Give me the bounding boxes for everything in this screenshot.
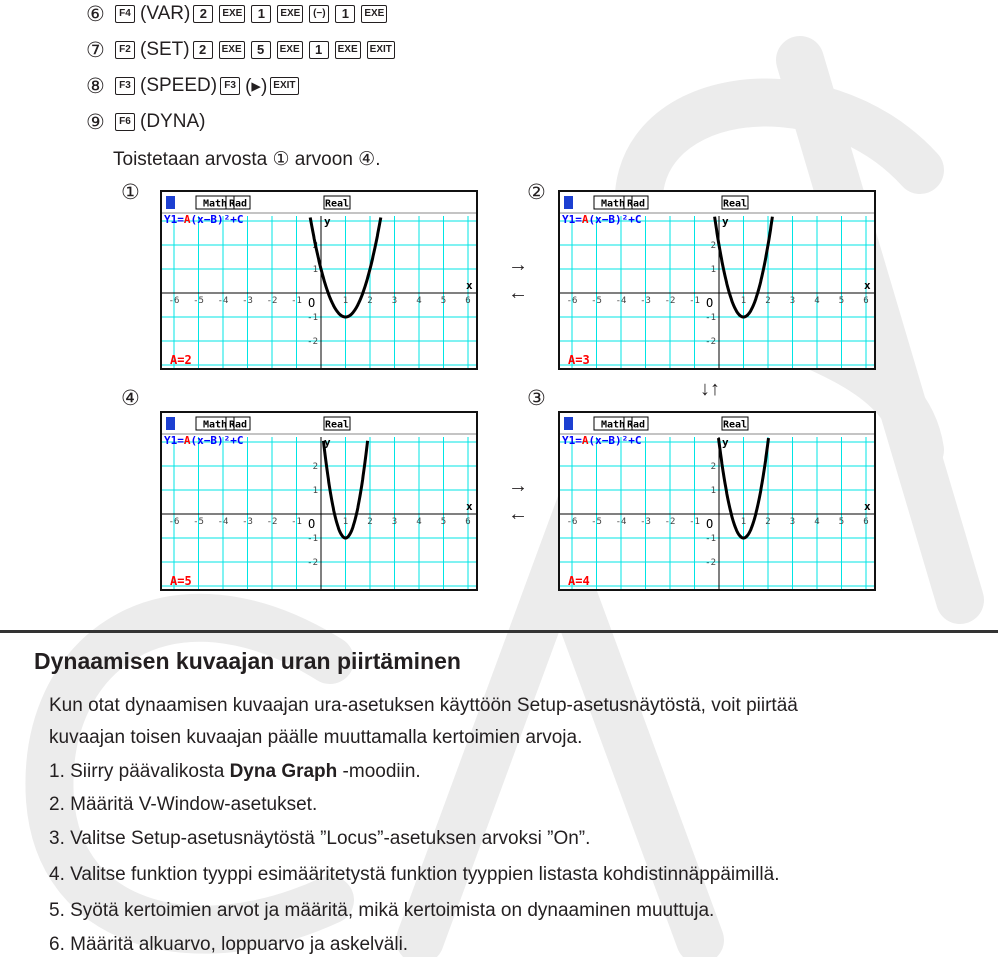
x-tick-label: 3: [789, 296, 796, 306]
screen-label: ②: [527, 181, 546, 204]
y-tick-label: -1: [307, 313, 318, 323]
y-axis-label: y: [722, 436, 729, 449]
status-text: Math: [600, 198, 626, 210]
x-tick-label: -5: [591, 517, 602, 527]
status-text: Rad: [228, 419, 248, 431]
x-axis-label: x: [466, 500, 473, 513]
step-number: ⑦: [86, 38, 105, 62]
key-f3-icon: F3: [220, 77, 240, 95]
intro-line: kuvaajan toisen kuvaajan päälle muuttamalla kertoimien arvoja.: [49, 727, 583, 748]
y-axis-label: y: [324, 436, 331, 449]
x-tick-label: -5: [591, 296, 602, 306]
key-label: (SET): [140, 39, 190, 60]
status-text: Rad: [626, 419, 646, 431]
key-f3-icon: F3: [115, 77, 135, 95]
y-tick-label: -1: [705, 313, 716, 323]
x-tick-label: -4: [615, 517, 627, 527]
graph-formula: Y1=A(x−B)²+C: [562, 434, 642, 447]
y-axis-label: y: [722, 215, 729, 228]
intro-line: Kun otat dynaamisen kuvaajan ura-asetuksen käyttöön Setup-asetusnäytöstä, voit piirtää: [49, 695, 798, 716]
y-tick-label: -2: [705, 558, 716, 568]
x-tick-label: -6: [566, 296, 578, 306]
arrow-right: →: [508, 254, 528, 276]
list-item: [49, 761, 421, 783]
key-exe-icon: EXE: [219, 5, 245, 23]
x-tick-label: -1: [291, 517, 302, 527]
x-tick-label: 6: [863, 517, 869, 527]
status-text: Real: [324, 419, 350, 431]
calculator-screen: [558, 411, 876, 591]
key-label: (▸): [245, 75, 268, 97]
step-number: ⑧: [86, 74, 105, 98]
x-tick-label: 3: [391, 517, 398, 527]
y-tick-label: 2: [710, 241, 716, 251]
key-exit-icon: EXIT: [270, 77, 298, 95]
x-tick-label: -6: [168, 296, 180, 306]
arrow-left: ←: [508, 503, 528, 525]
x-tick-label: -2: [266, 296, 278, 306]
key-exe-icon: EXE: [277, 41, 303, 59]
screen-label: ③: [527, 387, 546, 410]
key-exe-icon: EXE: [277, 5, 303, 23]
x-tick-label: 3: [789, 517, 796, 527]
y-tick-label: -2: [307, 337, 318, 347]
key-1-icon: 1: [335, 5, 355, 23]
x-tick-label: 1: [342, 517, 349, 527]
x-axis-label: x: [864, 279, 871, 292]
battery-icon: [166, 196, 175, 209]
variable-value: A=3: [568, 353, 590, 367]
list-item: 2. Määritä V-Window-asetukset.: [49, 794, 318, 815]
key-1-icon: 1: [309, 41, 329, 59]
y-tick-label: 1: [312, 486, 318, 496]
arrow-left: ←: [508, 282, 528, 304]
x-tick-label: 1: [740, 517, 747, 527]
x-tick-label: 2: [367, 296, 373, 306]
key-2-icon: 2: [193, 41, 213, 59]
status-text: Real: [722, 198, 748, 210]
battery-icon: [166, 417, 175, 430]
key-label: (VAR): [140, 3, 191, 24]
mode-name: Dyna Graph: [229, 761, 338, 782]
y-tick-label: -2: [307, 558, 318, 568]
x-tick-label: -4: [615, 296, 627, 306]
y-axis-label: y: [324, 215, 331, 228]
y-tick-label: -1: [705, 534, 716, 544]
origin-label: O: [706, 296, 714, 310]
key-step: [86, 36, 400, 64]
x-axis-label: x: [466, 279, 473, 292]
list-item: 6. Määritä alkuarvo, loppuarvo ja askelväli.: [49, 934, 409, 955]
y-tick-label: 1: [312, 265, 318, 275]
x-tick-label: -3: [242, 296, 253, 306]
x-tick-label: -1: [689, 296, 700, 306]
x-tick-label: 5: [838, 517, 845, 527]
arrow-right: →: [508, 475, 528, 497]
key-f2-icon: F2: [115, 41, 135, 59]
step-number: ⑥: [86, 2, 105, 26]
x-tick-label: 4: [814, 517, 820, 527]
screen-label: ①: [121, 181, 140, 204]
variable-value: A=4: [568, 574, 590, 588]
screen-label: ④: [121, 387, 140, 410]
x-tick-label: 6: [465, 296, 471, 306]
graph-formula: Y1=A(x−B)²+C: [164, 213, 244, 226]
status-text: Real: [324, 198, 350, 210]
y-tick-label: 1: [710, 486, 716, 496]
x-tick-label: 5: [440, 296, 447, 306]
list-item: 3. Valitse Setup-asetusnäytöstä ”Locus”-asetuksen arvoksi ”On”.: [49, 828, 591, 849]
x-tick-label: 2: [765, 517, 771, 527]
x-tick-label: 1: [342, 296, 349, 306]
x-tick-label: -1: [689, 517, 700, 527]
x-tick-label: 2: [367, 517, 373, 527]
x-tick-label: -6: [168, 517, 180, 527]
x-tick-label: -5: [193, 296, 204, 306]
key-5-icon: 5: [251, 41, 271, 59]
x-tick-label: 5: [440, 517, 447, 527]
battery-icon: [564, 417, 573, 430]
calculator-screen: [558, 190, 876, 370]
x-tick-label: 6: [863, 296, 869, 306]
text: 1. Siirry päävalikosta: [49, 761, 230, 782]
status-text: Math: [202, 419, 228, 431]
key-f6-icon: F6: [115, 113, 135, 131]
x-tick-label: -2: [664, 517, 676, 527]
origin-label: O: [706, 517, 714, 531]
key-1-icon: 1: [251, 5, 271, 23]
x-tick-label: -3: [242, 517, 253, 527]
x-tick-label: -3: [640, 517, 651, 527]
y-tick-label: 1: [710, 265, 716, 275]
section-divider: [0, 630, 998, 633]
x-tick-label: 5: [838, 296, 845, 306]
section-title: Dynaamisen kuvaajan uran piirtäminen: [34, 648, 461, 674]
x-axis-label: x: [864, 500, 871, 513]
x-tick-label: 4: [416, 517, 422, 527]
x-tick-label: 4: [814, 296, 820, 306]
origin-label: O: [308, 517, 316, 531]
key--icon: (−): [309, 5, 329, 23]
calculator-screen: [160, 190, 478, 370]
key-exe-icon: EXE: [335, 41, 361, 59]
calculator-screen: [160, 411, 478, 591]
x-tick-label: -3: [640, 296, 651, 306]
key-f4-icon: F4: [115, 5, 135, 23]
status-text: Rad: [626, 198, 646, 210]
x-tick-label: -4: [217, 517, 229, 527]
key-exe-icon: EXE: [361, 5, 387, 23]
x-tick-label: -2: [664, 296, 676, 306]
status-text: Math: [202, 198, 228, 210]
x-tick-label: -4: [217, 296, 229, 306]
x-tick-label: -1: [291, 296, 302, 306]
status-text: Math: [600, 419, 626, 431]
y-tick-label: 2: [312, 241, 318, 251]
x-tick-label: -6: [566, 517, 578, 527]
key-step: [86, 72, 304, 100]
list-item: 5. Syötä kertoimien arvot ja määritä, mikä kertoimista on dynaaminen muuttuja.: [49, 900, 715, 921]
repeat-note: Toistetaan arvosta ① arvoon ④.: [113, 149, 381, 170]
y-tick-label: 2: [710, 462, 716, 472]
x-tick-label: -5: [193, 517, 204, 527]
status-text: Rad: [228, 198, 248, 210]
variable-value: A=5: [170, 574, 192, 588]
key-step: [86, 0, 392, 28]
variable-value: A=2: [170, 353, 192, 367]
key-2-icon: 2: [193, 5, 213, 23]
y-tick-label: -2: [705, 337, 716, 347]
status-text: Real: [722, 419, 748, 431]
text: -moodiin.: [337, 761, 421, 782]
x-tick-label: 6: [465, 517, 471, 527]
graph-formula: Y1=A(x−B)²+C: [164, 434, 244, 447]
key-step: [86, 108, 207, 136]
key-label: (SPEED): [140, 75, 218, 96]
x-tick-label: 2: [765, 296, 771, 306]
graph-formula: Y1=A(x−B)²+C: [562, 213, 642, 226]
x-tick-label: 3: [391, 296, 398, 306]
y-tick-label: -1: [307, 534, 318, 544]
origin-label: O: [308, 296, 316, 310]
y-tick-label: 2: [312, 462, 318, 472]
key-exe-icon: EXE: [219, 41, 245, 59]
x-tick-label: 1: [740, 296, 747, 306]
list-item: 4. Valitse funktion tyyppi esimääritetystä funktion tyyppien listasta kohdistinnäppäimillä.: [49, 864, 780, 885]
x-tick-label: 4: [416, 296, 422, 306]
battery-icon: [564, 196, 573, 209]
step-number: ⑨: [86, 110, 105, 134]
key-label: (DYNA): [140, 111, 206, 132]
arrow-down-up: ↓↑: [700, 378, 720, 400]
key-exit-icon: EXIT: [367, 41, 395, 59]
x-tick-label: -2: [266, 517, 278, 527]
